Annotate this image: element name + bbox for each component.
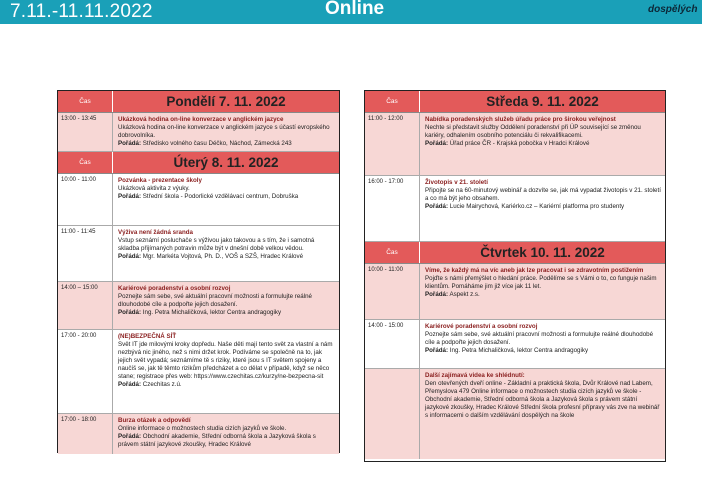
row-body [113, 330, 339, 413]
day-title-pondeli: Pondělí 7. 11. 2022 [166, 94, 286, 109]
row-heading: (NE)BEZPEČNÁ SÍŤ [118, 333, 177, 340]
row-body [113, 113, 339, 151]
schedule-row [365, 113, 665, 176]
por-label: Pořádá: [118, 253, 142, 260]
schedule-row [58, 113, 339, 152]
schedule-row [58, 282, 339, 330]
cas-label: Čas [365, 91, 420, 112]
row-time: 13:00 - 13:45 [58, 113, 113, 151]
row-organizer: Mgr. Markéta Vojtová, Ph. D., VOŠ a SZŠ, Hradec Králové [142, 253, 304, 260]
day-header-ctvrtek [365, 242, 665, 264]
day-header-pondeli [58, 91, 339, 113]
day-title-streda: Středa 9. 11. 2022 [486, 94, 599, 109]
schedule-row [365, 369, 665, 459]
row-heading: Pozvánka - prezentace školy [118, 177, 202, 184]
banner-dates: 7.11.-11.11.2022 [10, 1, 153, 22]
cas-label: Čas [58, 91, 113, 112]
row-body [420, 113, 665, 175]
row-text: Vstup seznámí posluchače s výživou jako takovou a s tím, že i samotná skladba přijímaných potravin může být v dnešní době velkou vědou. [118, 237, 315, 252]
row-text: Ukázková hodina on-line konverzace v anglickém jazyce s účastí evropského dobrovolníka. [118, 124, 330, 139]
row-organizer: Ing. Petra Michaličková, lektor Centra andragogiky [142, 309, 282, 316]
por-label: Pořádá: [425, 203, 449, 210]
por-label: Pořádá: [118, 381, 142, 388]
row-time: 10:00 - 11:00 [58, 174, 113, 225]
row-time: 11:00 - 12:00 [365, 113, 420, 175]
row-body [113, 282, 339, 329]
row-time: 17:00 - 18:00 [58, 414, 113, 454]
schedule-row [58, 330, 339, 414]
row-body [113, 174, 339, 225]
row-text: Pojďte s námi přemýšlet o hledání práce. Podělíme se s Vámi o to, co funguje našim klientům. Pomáháme jim již více jak 11 let. [425, 275, 657, 290]
row-heading: Kariérové poradenství a osobní rozvoj [118, 285, 231, 292]
row-organizer: Ing. Petra Michaličková, lektor Centra andragogiky [449, 347, 589, 354]
banner-center-title: Online [325, 0, 385, 19]
row-organizer: Czechitas z.ú. [142, 381, 182, 388]
schedule-row [58, 226, 339, 282]
row-heading: Ukázková hodina on-line konverzace v anglickém jazyce [118, 116, 284, 123]
row-body [420, 264, 665, 319]
day-header-utery [58, 152, 339, 174]
row-organizer: Úřad práce ČR - Krajská pobočka v Hradci Králové [449, 140, 590, 147]
row-text: Online informace o možnostech studia cizích jazyků ve škole. [118, 425, 287, 432]
row-time: 14:00 – 15:00 [58, 282, 113, 329]
row-organizer: Aspekt z.s. [449, 291, 480, 298]
row-time: 10:00 - 11:00 [365, 264, 420, 319]
day-title-utery: Úterý 8. 11. 2022 [173, 155, 279, 170]
row-organizer: Lucie Mairychová, Kariérko.cz – Kariérní platforma pro studenty [449, 203, 625, 210]
row-time [365, 369, 420, 459]
schedule-row [365, 320, 665, 369]
row-text: Nechte si představit služby Oddělení poradenství při ÚP související se změnou kariéry, odhalením osobního potenciálu či rekvalifikacemi. [425, 124, 641, 139]
row-heading: Další zajímavá videa ke shlédnutí: [425, 372, 525, 379]
row-text: Poznejte sám sebe, své aktuální pracovní možnosti a formulujte reálné dlouhodobé cíle a podpořte jejich dosažení. [118, 293, 312, 308]
logo: dospělých [648, 4, 698, 15]
row-time: 11:00 - 11:45 [58, 226, 113, 281]
row-time: 17:00 - 20:00 [58, 330, 113, 413]
schedule-right [364, 90, 666, 462]
row-time: 14:00 - 15:00 [365, 320, 420, 368]
row-heading: Výživa není žádná sranda [118, 229, 193, 236]
por-label: Pořádá: [118, 140, 142, 147]
row-time: 16:00 - 17:00 [365, 176, 420, 241]
row-body [420, 176, 665, 241]
day-header-streda [365, 91, 665, 113]
row-heading: Nabídka poradenských služeb úřadu práce pro širokou veřejnost [425, 116, 616, 123]
top-banner [0, 0, 702, 24]
row-heading: Víme, že každý má na víc aneb jak lze pracovat i se zdravotním postižením [425, 267, 644, 274]
row-text: Svět IT jde milovými kroky dopředu. Naše děti mají tento svět za vlastní a nám nezbývá nic jiného, než s nimi držet krok. Podíváme se společně na to, jak jejich svět vypadá; seznámíme tě s riziky, které jsou s IT světem spojeny a naučíš se, jak tě těmto rizikům předcházet a co dělat v případě, když se něco stane; registrace přes web: https://www.czechitas.cz/kurzy/ne-bezpecna-sit [118, 341, 333, 380]
row-heading: Kariérové poradenství a osobní rozvoj [425, 323, 538, 330]
row-heading: Životopis v 21. století [425, 179, 488, 186]
schedule-row [365, 176, 665, 242]
cas-label: Čas [58, 152, 113, 173]
row-text: Poznejte sám sebe, své aktuální pracovní možnosti a formulujte reálné dlouhodobé cíle a podpořte jejich dosažení. [425, 331, 654, 346]
por-label: Pořádá: [425, 140, 449, 147]
row-body [113, 226, 339, 281]
row-body [420, 369, 665, 459]
schedule-row [58, 174, 339, 226]
row-heading: Burza otázek a odpovědí [118, 417, 191, 424]
row-text: Den otevřených dveří online - Základní a praktická škola, Dvůr Králové nad Labem, Přemyslova 479 Online informace o možnostech studia cizích jazyků ve škole - Obchodní akademie, Střední odborná škola a Jazyková škola s právem státní jazykové zkoušky, Hradec Králové Střední škola profesní přípravy vás zve na webinář s informacemi o dalším vzdělávání dospělých na škole [425, 380, 660, 419]
row-organizer: Obchodní akademie, Střední odborná škola a Jazyková škola s právem státní jazykové zkoušky, Hradec Králové [118, 433, 316, 448]
schedule-row [365, 264, 665, 320]
day-title-ctvrtek: Čtvrtek 10. 11. 2022 [480, 245, 605, 260]
por-label: Pořádá: [118, 193, 142, 200]
schedule-left [57, 90, 340, 453]
por-label: Pořádá: [425, 347, 449, 354]
row-text: Připojte se na 60-minutový webinář a dozvíte se, jak má vypadat životopis v 21. století a co má být jeho obsahem. [425, 187, 661, 202]
schedule-row [58, 414, 339, 454]
cas-label: Čas [365, 242, 420, 263]
por-label: Pořádá: [118, 433, 142, 440]
row-organizer: Střední škola - Podorlické vzdělávací centrum, Dobruška [142, 193, 299, 200]
por-label: Pořádá: [425, 291, 449, 298]
por-label: Pořádá: [118, 309, 142, 316]
row-organizer: Středisko volného času Déčko, Náchod, Zámecká 243 [142, 140, 292, 147]
row-text: Ukázková aktivita z výuky. [118, 185, 190, 192]
row-body [420, 320, 665, 368]
row-body [113, 414, 339, 454]
